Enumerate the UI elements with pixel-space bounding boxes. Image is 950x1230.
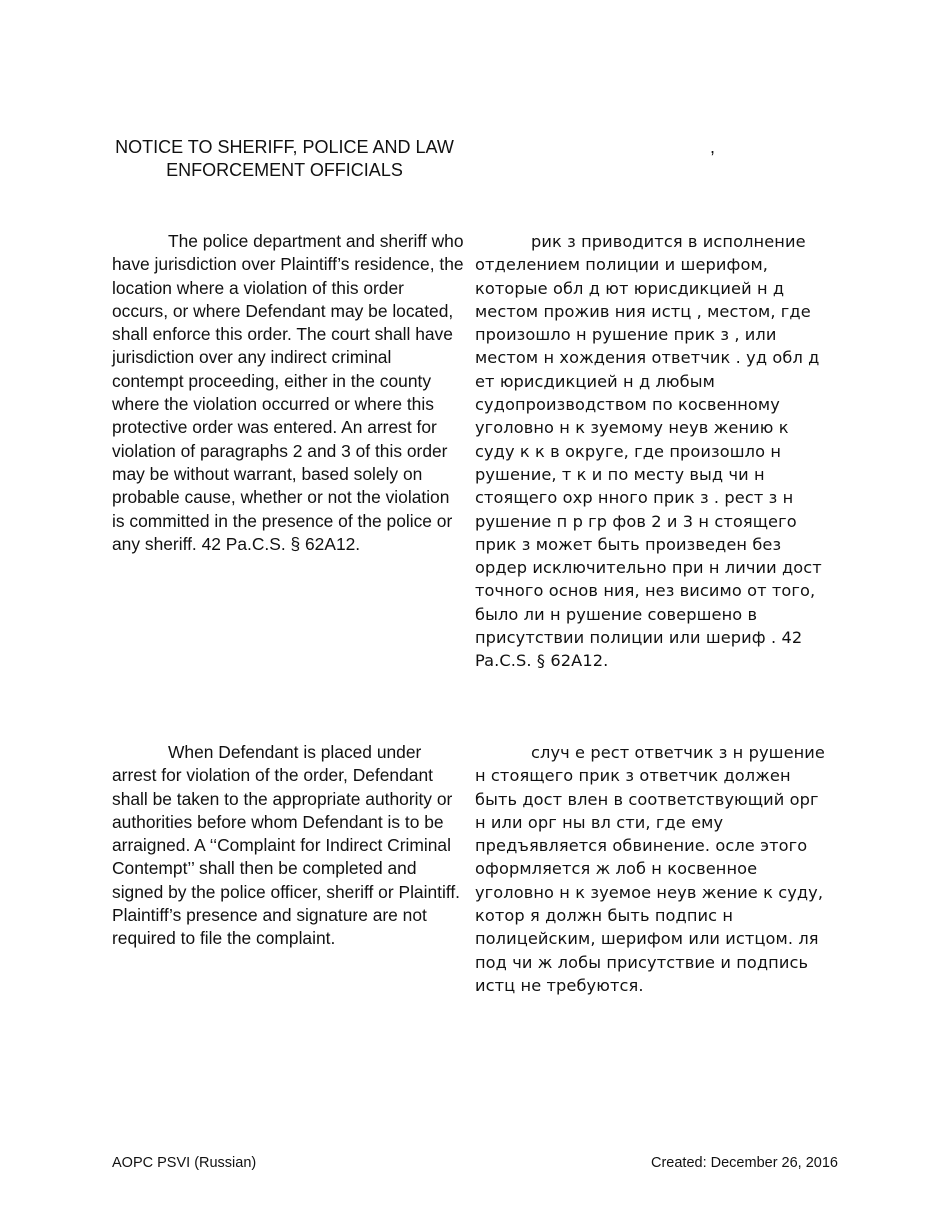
footer-created-date: Created: December 26, 2016: [651, 1155, 838, 1171]
heading-russian: ,: [709, 137, 715, 157]
paragraph-2-russian: случ е рест ответчик з н рушение н стоящего прик з ответчик должен быть дост влен в соответствующий орг н или орг ны вл сти, где ему предъявляется обвинение. осле этого оформляется ж лоб н косвенное уголовно н к зуемое неув жение к суду, котор я должн быть подпис н полицейским, шерифом или истцом. ля под чи ж лобы присутствие и подпись истц не требуются.: [475, 743, 825, 995]
footer-form-id: AOPC PSVI (Russian): [112, 1155, 257, 1171]
heading-english: NOTICE TO SHERIFF, POLICE AND LAW ENFORCEMENT OFFICIALS: [115, 137, 454, 180]
paragraph-1-russian: рик з приводится в исполнение отделением полиции и шерифом, которые обл д ют юрисдикцией н д местом прожив ния истц , местом, где произошло н рушение прик з , или местом н хождения ответчик . уд обл д ет юрисдикцией н д любым судопроизводством по косвенному уголовно н к зуемому неув жению к суду к к в округе, где произошло н рушение, т к и по месту выд чи н стоящего охр нного прик з . рест з н рушение п р гр фов 2 и 3 н стоящего прик з может быть произведен без ордер исключительно при н личии дост точного основ ния, нез висимо от того, было ли н рушение совершено в присутствии полиции или шериф . 42 Pa.C.S. § 62A12.: [475, 232, 822, 671]
paragraph-1-english: The police department and sheriff who have jurisdiction over Plaintiff’s residence, the location where a violation of this order occurs, or where Defendant may be located, shall enforce this order. The court shall have jurisdiction over any indirect criminal contempt proceeding, either in the county where the violation occurred or where this protective order was entered. An arrest for violation of paragraphs 2 and 3 of this order may be without warrant, based solely on probable cause, whether or not the violation is committed in the presence of the police or any sheriff. 42 Pa.C.S. § 62A12.: [112, 231, 464, 554]
paragraph-2-english: When Defendant is placed under arrest for violation of the order, Defendant shall be taken to the appropriate authority or authorities before whom Defendant is to be arraigned. A ‘‘Complaint for Indirect Criminal Contempt’’ shall then be completed and signed by the police officer, sheriff or Plaintiff. Plaintiff’s presence and signature are not required to file the complaint.: [112, 742, 461, 949]
